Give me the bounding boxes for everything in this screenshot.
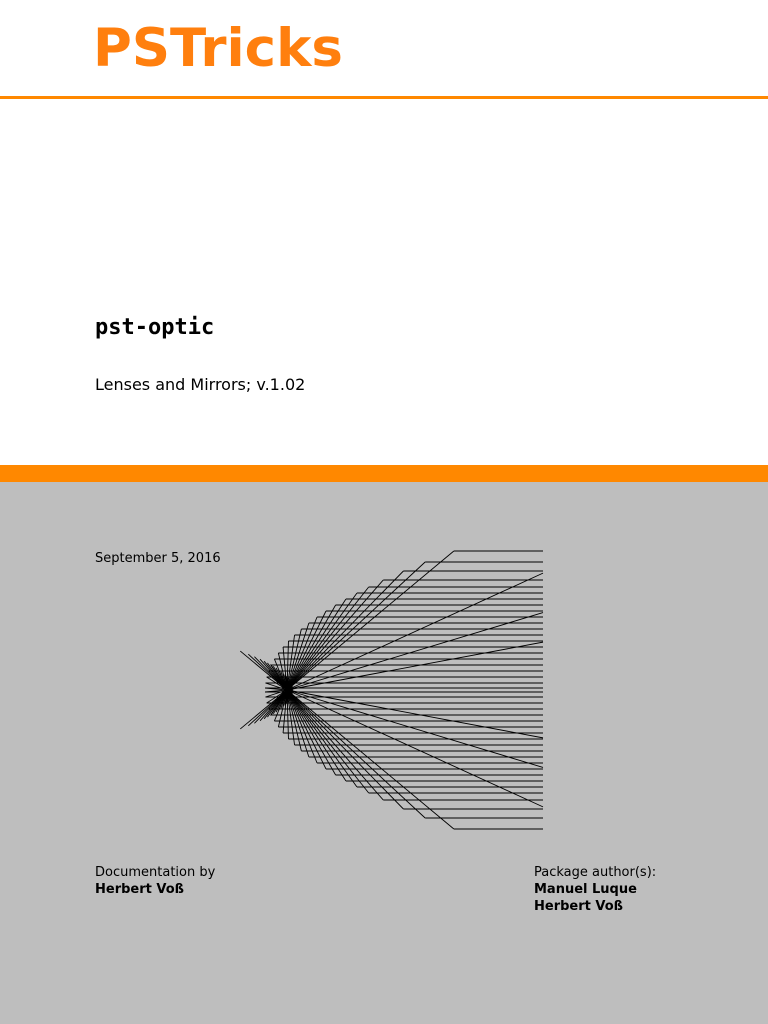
package-name: pst-optic <box>95 315 215 340</box>
package-subtitle: Lenses and Mirrors; v.1.02 <box>95 375 306 394</box>
reflected-ray <box>267 593 357 717</box>
package-author-1: Manuel Luque <box>534 882 637 897</box>
documentation-label: Documentation by <box>95 865 216 880</box>
documentation-credit <box>95 864 215 898</box>
reflected-ray <box>240 551 454 729</box>
reflected-ray <box>260 659 383 800</box>
documentation-author: Herbert Voß <box>95 882 185 897</box>
diagonal-ray <box>287 573 543 690</box>
package-author-2: Herbert Voß <box>534 899 624 914</box>
package-authors <box>534 864 656 915</box>
package-authors-label: Package author(s): <box>534 865 657 880</box>
publication-date: September 5, 2016 <box>95 551 221 566</box>
reflected-ray <box>260 580 383 721</box>
reflected-ray <box>240 651 454 829</box>
mirror-ray-diagram <box>240 545 550 835</box>
orange-band <box>0 465 768 482</box>
reflected-ray <box>270 665 345 781</box>
diagonal-ray <box>287 690 543 807</box>
header-rule <box>0 96 768 99</box>
reflected-ray <box>267 663 357 787</box>
reflected-ray <box>248 654 425 818</box>
brand-title: PSTricks <box>93 18 343 79</box>
